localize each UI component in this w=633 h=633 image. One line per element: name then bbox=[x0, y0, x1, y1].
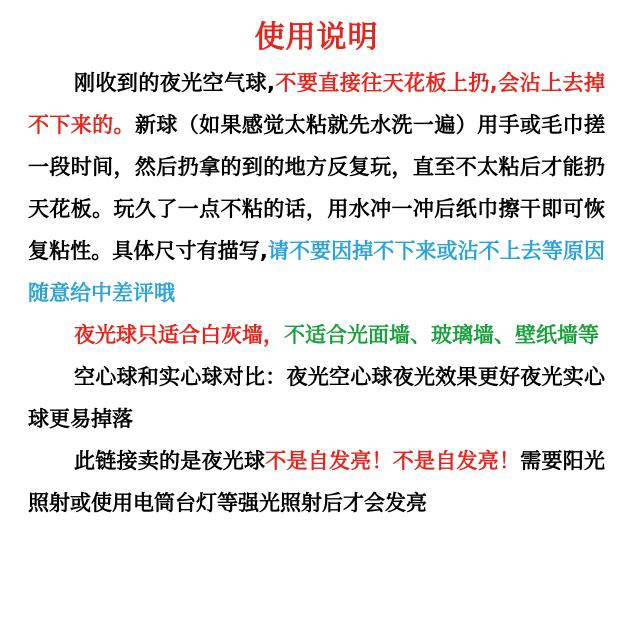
paragraph-ball-comparison bbox=[28, 356, 605, 440]
usage-instructions-text: 新球（如果感觉太粘就先水洗一遍）用手或毛巾搓一段时间，然后扔拿的到的地方反复玩，直至不太粘后才能扔天花板。玩久了一点不粘的话，用水冲一冲后纸巾擦干即可恢复粘性。具体尺寸有描写, bbox=[28, 113, 606, 263]
suitable-wall-text: 夜光球只适合白灰墙， bbox=[74, 323, 284, 347]
paragraph-glow-note bbox=[28, 440, 605, 524]
usage-review-note: 请不要因掉不下来或沾不上去等原因随意给中差评哦 bbox=[28, 239, 606, 305]
unsuitable-wall-text: 不适合光面墙、玻璃墙、壁纸墙等 bbox=[284, 323, 599, 347]
page-title: 使用说明 bbox=[254, 20, 379, 55]
not-self-glowing-text: 不是自发亮！不是自发亮！ bbox=[265, 449, 521, 473]
usage-intro-text: 刚收到的夜光空气球, bbox=[74, 71, 275, 95]
paragraph-wall-types bbox=[28, 314, 605, 356]
paragraph-usage bbox=[28, 62, 605, 314]
charging-instructions-text: 需要阳光照射或使用电筒台灯等强光照射后才会发亮 bbox=[28, 449, 605, 515]
glow-intro-text: 此链接卖的是夜光球 bbox=[74, 449, 266, 473]
comparison-text: 空心球和实心球对比：夜光空心球夜光效果更好夜光实心球更易掉落 bbox=[28, 365, 605, 431]
usage-warning-text: 不要直接往天花板上扔,会沾上去掉不下来的。 bbox=[28, 71, 605, 137]
